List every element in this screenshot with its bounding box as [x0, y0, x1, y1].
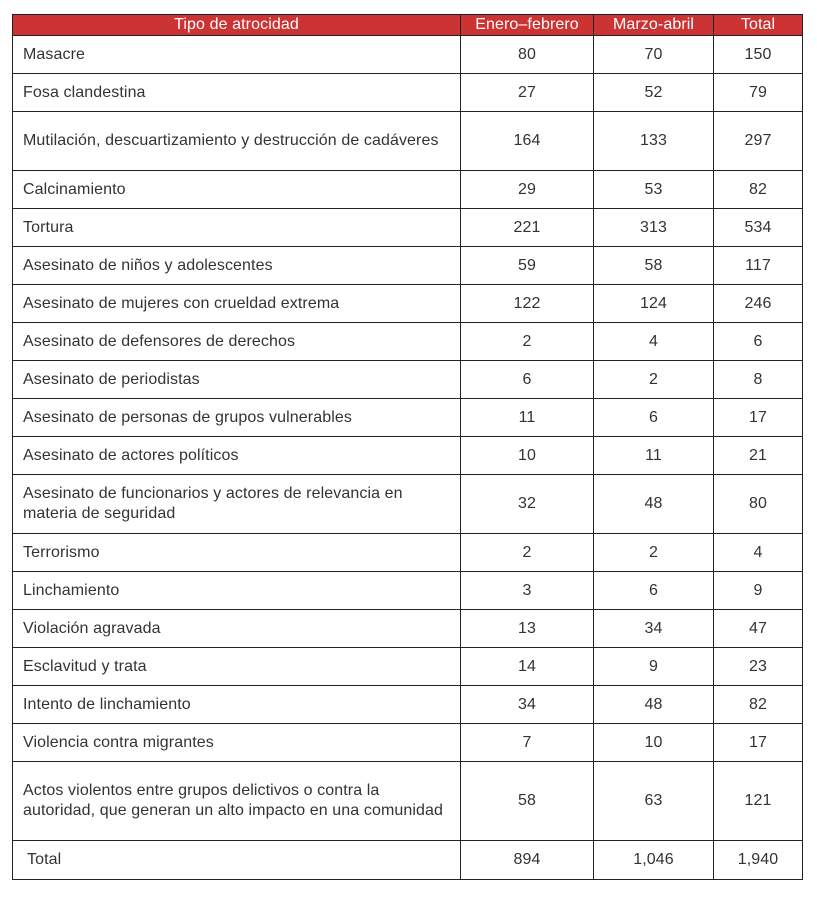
value-total: 21 [714, 437, 803, 475]
table-row [13, 171, 803, 209]
table-row [13, 572, 803, 610]
header-marzo-abril: Marzo-abril [594, 15, 714, 36]
table-row [13, 475, 803, 534]
total-marzo-abril: 1,046 [594, 841, 714, 880]
header-tipo: Tipo de atrocidad [13, 15, 461, 36]
value-total: 47 [714, 610, 803, 648]
value-total: 117 [714, 247, 803, 285]
total-label: Total [13, 841, 461, 880]
value-total: 80 [714, 475, 803, 534]
table-row [13, 247, 803, 285]
value-total: 9 [714, 572, 803, 610]
value-total: 246 [714, 285, 803, 323]
value-total: 23 [714, 648, 803, 686]
table-row [13, 285, 803, 323]
value-marzo-abril: 2 [594, 361, 714, 399]
value-enero-febrero: 32 [461, 475, 594, 534]
value-total: 297 [714, 112, 803, 171]
value-marzo-abril: 2 [594, 534, 714, 572]
value-total: 4 [714, 534, 803, 572]
total-total: 1,940 [714, 841, 803, 880]
value-enero-febrero: 10 [461, 437, 594, 475]
value-enero-febrero: 29 [461, 171, 594, 209]
table-row [13, 686, 803, 724]
row-label: Violación agravada [13, 610, 461, 648]
table-row [13, 437, 803, 475]
value-marzo-abril: 52 [594, 74, 714, 112]
value-total: 82 [714, 686, 803, 724]
header-enero-febrero: Enero–febrero [461, 15, 594, 36]
table-row [13, 399, 803, 437]
value-enero-febrero: 58 [461, 762, 594, 841]
value-marzo-abril: 58 [594, 247, 714, 285]
row-label: Terrorismo [13, 534, 461, 572]
value-enero-febrero: 27 [461, 74, 594, 112]
table-row [13, 74, 803, 112]
header-total: Total [714, 15, 803, 36]
value-total: 6 [714, 323, 803, 361]
value-total: 121 [714, 762, 803, 841]
table-row [13, 724, 803, 762]
table-row [13, 209, 803, 247]
table-row [13, 534, 803, 572]
row-label: Tortura [13, 209, 461, 247]
value-marzo-abril: 133 [594, 112, 714, 171]
value-total: 150 [714, 36, 803, 74]
value-marzo-abril: 6 [594, 572, 714, 610]
value-total: 8 [714, 361, 803, 399]
row-label: Asesinato de mujeres con crueldad extrema [13, 285, 461, 323]
row-label: Linchamiento [13, 572, 461, 610]
value-marzo-abril: 70 [594, 36, 714, 74]
total-enero-febrero: 894 [461, 841, 594, 880]
row-label: Intento de linchamiento [13, 686, 461, 724]
value-enero-febrero: 11 [461, 399, 594, 437]
value-marzo-abril: 313 [594, 209, 714, 247]
value-total: 534 [714, 209, 803, 247]
value-enero-febrero: 122 [461, 285, 594, 323]
value-marzo-abril: 48 [594, 686, 714, 724]
total-row [13, 841, 803, 880]
table-row [13, 648, 803, 686]
row-label: Mutilación, descuartizamiento y destrucción de cadáveres [13, 112, 461, 171]
value-total: 79 [714, 74, 803, 112]
value-marzo-abril: 53 [594, 171, 714, 209]
row-label: Actos violentos entre grupos delictivos o contra la autoridad, que generan un alto impacto en una comunidad [13, 762, 461, 841]
value-enero-febrero: 14 [461, 648, 594, 686]
table-row [13, 36, 803, 74]
atrocity-table [12, 14, 803, 880]
value-total: 82 [714, 171, 803, 209]
value-marzo-abril: 9 [594, 648, 714, 686]
row-label: Calcinamiento [13, 171, 461, 209]
table-body [13, 36, 803, 880]
value-marzo-abril: 6 [594, 399, 714, 437]
table-row [13, 361, 803, 399]
value-marzo-abril: 34 [594, 610, 714, 648]
table-row [13, 323, 803, 361]
header-row [13, 15, 803, 36]
row-label: Asesinato de defensores de derechos [13, 323, 461, 361]
value-enero-febrero: 221 [461, 209, 594, 247]
value-total: 17 [714, 399, 803, 437]
value-enero-febrero: 2 [461, 323, 594, 361]
row-label: Asesinato de niños y adolescentes [13, 247, 461, 285]
value-enero-febrero: 80 [461, 36, 594, 74]
value-enero-febrero: 6 [461, 361, 594, 399]
table-row [13, 610, 803, 648]
value-enero-febrero: 13 [461, 610, 594, 648]
row-label: Asesinato de actores políticos [13, 437, 461, 475]
value-enero-febrero: 7 [461, 724, 594, 762]
row-label: Violencia contra migrantes [13, 724, 461, 762]
value-marzo-abril: 10 [594, 724, 714, 762]
row-label: Esclavitud y trata [13, 648, 461, 686]
value-marzo-abril: 124 [594, 285, 714, 323]
value-marzo-abril: 48 [594, 475, 714, 534]
value-enero-febrero: 34 [461, 686, 594, 724]
table-row [13, 762, 803, 841]
row-label: Asesinato de personas de grupos vulnerables [13, 399, 461, 437]
value-marzo-abril: 63 [594, 762, 714, 841]
value-enero-febrero: 2 [461, 534, 594, 572]
value-enero-febrero: 59 [461, 247, 594, 285]
row-label: Asesinato de funcionarios y actores de relevancia en materia de seguridad [13, 475, 461, 534]
value-total: 17 [714, 724, 803, 762]
row-label: Fosa clandestina [13, 74, 461, 112]
value-enero-febrero: 3 [461, 572, 594, 610]
row-label: Masacre [13, 36, 461, 74]
value-marzo-abril: 4 [594, 323, 714, 361]
value-marzo-abril: 11 [594, 437, 714, 475]
value-enero-febrero: 164 [461, 112, 594, 171]
table-row [13, 112, 803, 171]
row-label: Asesinato de periodistas [13, 361, 461, 399]
